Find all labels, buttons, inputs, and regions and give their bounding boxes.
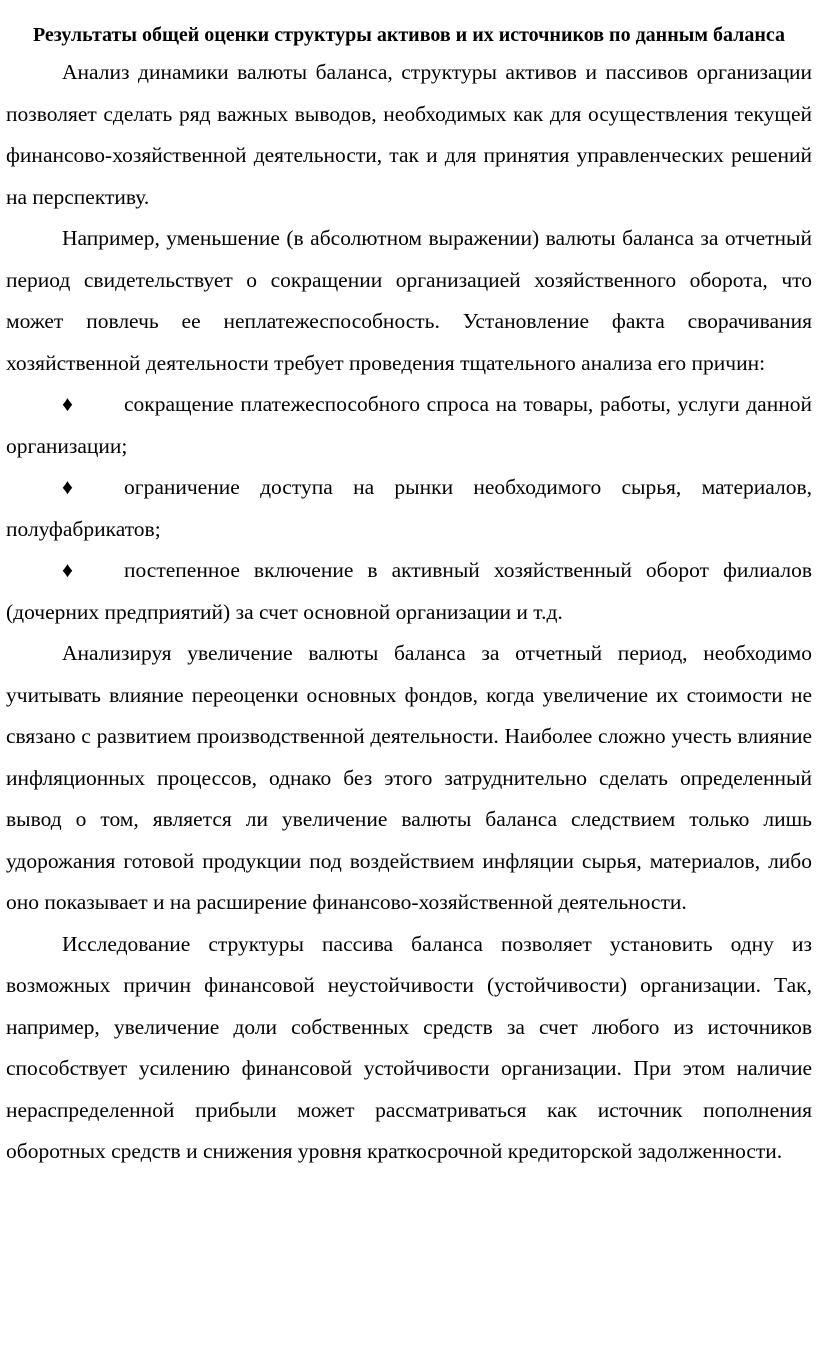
- paragraph-liabilities-structure: Исследование структуры пассива баланса позволяет установить одну из возможных причин финансовой неустойчивости (устойчивости) организации. Так, например, увеличение доли собственных средств за счет любого из источников способствует усилению финансовой устойчивости организации. При этом наличие нераспределенной прибыли может рассматриваться как источник пополнения оборотных средств и снижения уровня краткосрочной кредиторской задолженности.: [6, 931, 812, 1163]
- document-title: Результаты общей оценки структуры активов и их источников по данным баланса: [32, 24, 786, 46]
- bullet-text: ограничение доступа на рынки необходимого сырья, материалов, полуфабрикатов;: [6, 475, 812, 541]
- paragraph-balance-analysis: Анализ динамики валюты баланса, структуры активов и пассивов организации позволяет сделать ряд важных выводов, необходимых как для осуществления текущей финансово-хозяйственной деятельности, так и для принятия управленческих решений на перспективу.: [6, 60, 812, 209]
- diamond-bullet-icon: ♦: [62, 475, 73, 499]
- bullet-item: [6, 467, 812, 550]
- diamond-bullet-icon: ♦: [62, 558, 73, 582]
- paragraph-balance-decrease: Например, уменьшение (в абсолютном выражении) валюты баланса за отчетный период свидетельствует о сокращении организацией хозяйственного оборота, что может повлечь ее неплатежеспособность. Установление факта сворачивания хозяйственной деятельности требует проведения тщательного анализа его причин:: [6, 226, 812, 375]
- bullet-item: [6, 550, 812, 633]
- diamond-bullet-icon: ♦: [62, 392, 73, 416]
- bullet-text: сокращение платежеспособного спроса на товары, работы, услуги данной организации;: [6, 392, 812, 458]
- document-page: [6, 22, 812, 1173]
- paragraph-balance-increase: Анализируя увеличение валюты баланса за отчетный период, необходимо учитывать влияние переоценки основных фондов, когда увеличение их стоимости не связано с развитием производственной деятельности. Наиболее сложно учесть влияние инфляционных процессов, однако без этого затруднительно сделать определенный вывод о том, является ли увеличение валюты баланса следствием только лишь удорожания готовой продукции под воздействием инфляции сырья, материалов, либо оно показывает и на расширение финансово-хозяйственной деятельности.: [6, 641, 812, 914]
- bullet-item: [6, 384, 812, 467]
- bullet-text: постепенное включение в активный хозяйственный оборот филиалов (дочерних предприятий) за счет основной организации и т.д.: [6, 558, 812, 624]
